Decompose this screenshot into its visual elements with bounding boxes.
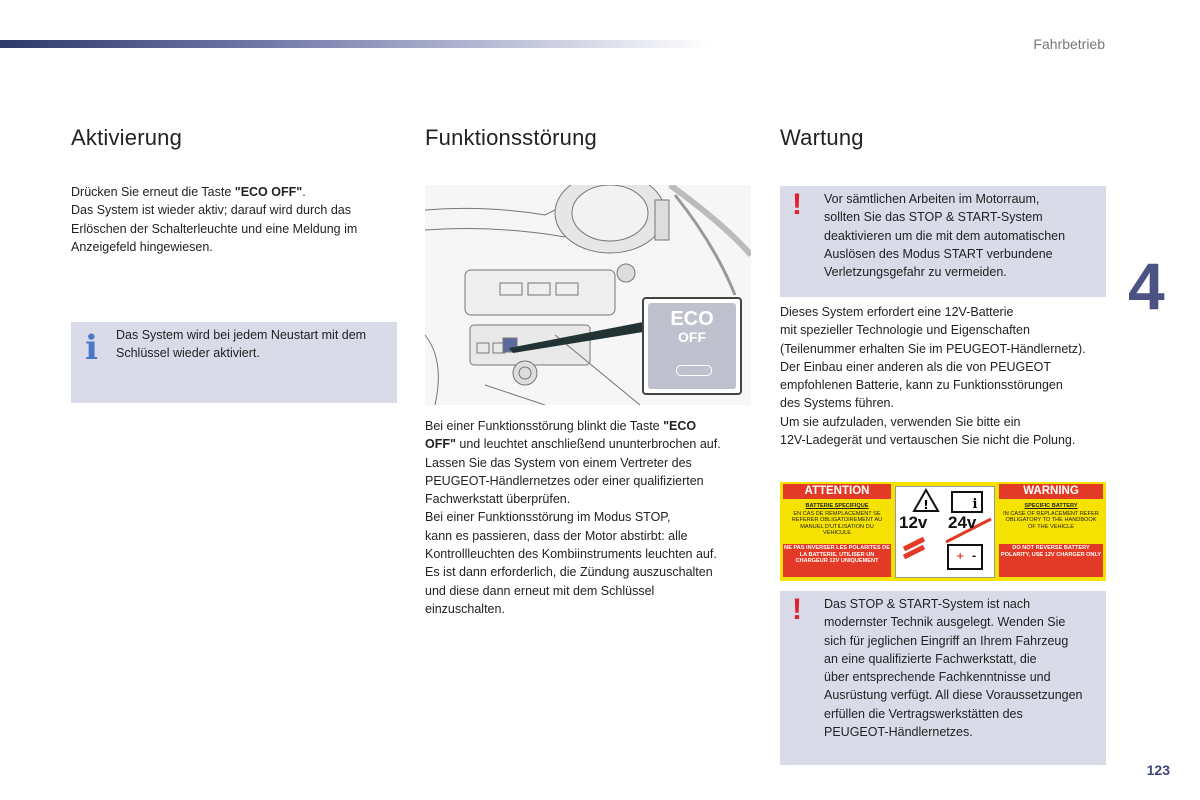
svg-text:i: i <box>972 497 978 512</box>
paragraph: des Systems führen. <box>780 396 894 411</box>
attention-header: ATTENTION <box>783 484 891 499</box>
fr-text: EN CAS DE REMPLACEMENT SE REFERER OBLIGATOIREMENT AU MANUEL D'UTILISATION DU VEHICULE <box>791 511 883 536</box>
text-span: und leuchtet anschließend ununterbrochen auf. <box>455 437 721 452</box>
warning-line: deaktivieren um die mit dem automatischen <box>824 228 1066 243</box>
warning-line: Vor sämtlichen Arbeiten im Motorraum, <box>824 192 1040 206</box>
wartung-text <box>780 303 1120 449</box>
eco-label: ECO <box>670 308 714 330</box>
label-pictograms <box>895 486 995 578</box>
off-label: OFF <box>678 329 706 345</box>
aktivierung-text <box>71 183 401 256</box>
funktionsstoerung-text <box>425 417 765 618</box>
paragraph <box>425 435 765 453</box>
paragraph: Dieses System erfordert eine 12V-Batterie <box>780 305 1014 319</box>
paragraph: empfohlenen Batterie, kann zu Funktionsstörungen <box>780 378 1063 393</box>
heading-aktivierung: Aktivierung <box>71 125 183 150</box>
info-icon: i <box>85 328 98 368</box>
key-name: "ECO <box>663 419 697 433</box>
heading-funktionsstoerung: Funktionsstörung <box>425 125 597 150</box>
paragraph: (Teilenummer erhalten Sie im PEUGEOT-Händlernetz). <box>780 341 1086 356</box>
en-polarity-warning: DO NOT REVERSE BATTERY POLARITY, USE 12V CHARGER ONLY <box>999 544 1103 577</box>
warning-icon: ! <box>792 188 802 221</box>
paragraph: Es ist dann erforderlich, die Zündung auszuschalten <box>425 565 713 580</box>
fr-title: BATTERIE SPECIFIQUE <box>805 503 869 509</box>
fr-polarity-warning: NE PAS INVERSER LES POLARITES DE LA BATTERIE, UTILISER UN CHARGEUR 12V UNIQUEMENT <box>783 544 891 577</box>
key-name: "ECO OFF" <box>234 185 303 199</box>
warning-line: über entsprechende Fachkenntnisse und <box>824 670 1051 685</box>
paragraph <box>71 183 401 201</box>
paragraph: Lassen Sie das System von einem Vertreter des <box>425 455 692 470</box>
eco-off-button-closeup <box>642 297 742 395</box>
chapter-number: 4 <box>1128 249 1165 323</box>
battery-icon <box>948 545 982 569</box>
info-box <box>71 322 397 403</box>
paragraph: und diese dann erneut mit dem Schlüssel <box>425 583 655 598</box>
voltage-24v: 24v <box>948 513 977 532</box>
page-number: 123 <box>1146 762 1170 778</box>
en-text: IN CASE OF REPLACEMENT REFER OBLIGATORY TO THE HANDBOOK OF THE VEHICLE <box>1003 511 1099 530</box>
warning-line: sollten Sie das STOP & START-System <box>824 210 1043 225</box>
paragraph <box>425 417 765 435</box>
warning-line: PEUGEOT-Händlernetzes. <box>824 725 973 740</box>
svg-text:-: - <box>972 551 977 562</box>
warning-line: Das STOP & START-System ist nach <box>824 597 1031 611</box>
warning-line: modernster Technik ausgelegt. Wenden Sie <box>824 615 1066 630</box>
paragraph: kann es passieren, dass der Motor abstirbt: alle <box>425 528 688 543</box>
paragraph: Das System ist wieder aktiv; darauf wird durch das <box>71 203 351 218</box>
paragraph: Fachwerkstatt überprüfen. <box>425 492 571 507</box>
warning-line: an eine qualifizierte Fachwerkstatt, die <box>824 651 1037 666</box>
paragraph: Bei einer Funktionsstörung im Modus STOP, <box>425 510 671 525</box>
warning-header: WARNING <box>999 484 1103 499</box>
paragraph: 12V-Ladegerät und vertauschen Sie nicht die Polung. <box>780 433 1076 448</box>
warning-line: Verletzungsgefahr zu vermeiden. <box>824 265 1007 280</box>
warning-box-2 <box>780 591 1106 765</box>
paragraph: PEUGEOT-Händlernetzes oder einer qualifizierten <box>425 473 704 488</box>
warning-line: Ausrüstung verfügt. All diese Voraussetzungen <box>824 688 1083 703</box>
warning-line: Auslösen des Modus START verbundene <box>824 246 1053 261</box>
info-line: Schlüssel wieder aktiviert. <box>116 346 260 361</box>
paragraph: Um sie aufzuladen, verwenden Sie bitte ein <box>780 414 1021 429</box>
warning-text <box>824 595 1083 741</box>
header-gradient-bar <box>0 40 710 48</box>
indicator-slot <box>676 365 712 376</box>
voltage-12v: 12v <box>899 513 928 532</box>
paragraph: Der Einbau einer anderen als die von PEUGEOT <box>780 359 1051 374</box>
info-text <box>116 326 366 363</box>
text-span: . <box>302 185 306 199</box>
column-aktivierung <box>71 125 182 151</box>
section-label: Fahrbetrieb <box>1033 36 1105 52</box>
warning-line: erfüllen die Vertragswerkstätten des <box>824 706 1023 721</box>
svg-text:!: ! <box>923 498 929 512</box>
heading-wartung: Wartung <box>780 125 864 150</box>
paragraph: Kontrollleuchten des Kombiinstruments leuchten auf. <box>425 547 717 562</box>
en-title: SPECIFIC BATTERY <box>1024 503 1078 509</box>
column-funktionsstoerung <box>425 125 597 151</box>
warning-text <box>824 190 1065 281</box>
key-name: OFF" <box>425 437 456 452</box>
warning-box-1 <box>780 186 1106 297</box>
column-wartung <box>780 125 864 151</box>
paragraph: einzuschalten. <box>425 601 505 616</box>
paragraph: mit spezieller Technologie und Eigenschaften <box>780 323 1030 338</box>
info-line: Das System wird bei jedem Neustart mit dem <box>116 328 367 342</box>
text-span: Drücken Sie erneut die Taste <box>71 185 235 199</box>
dashboard-illustration <box>425 185 751 405</box>
text-span: Bei einer Funktionsstörung blinkt die Taste <box>425 419 664 433</box>
manual-icon <box>952 492 982 512</box>
paragraph: Erlöschen der Schalterleuchte und eine Meldung im <box>71 221 358 236</box>
battery-warning-label <box>780 482 1106 581</box>
paragraph: Anzeigefeld hingewiesen. <box>71 239 213 254</box>
eco-button-face <box>648 303 736 389</box>
warning-line: sich für jeglichen Eingriff an Ihrem Fahrzeug <box>824 633 1069 648</box>
warning-icon: ! <box>792 593 802 626</box>
svg-text:+: + <box>956 551 965 562</box>
